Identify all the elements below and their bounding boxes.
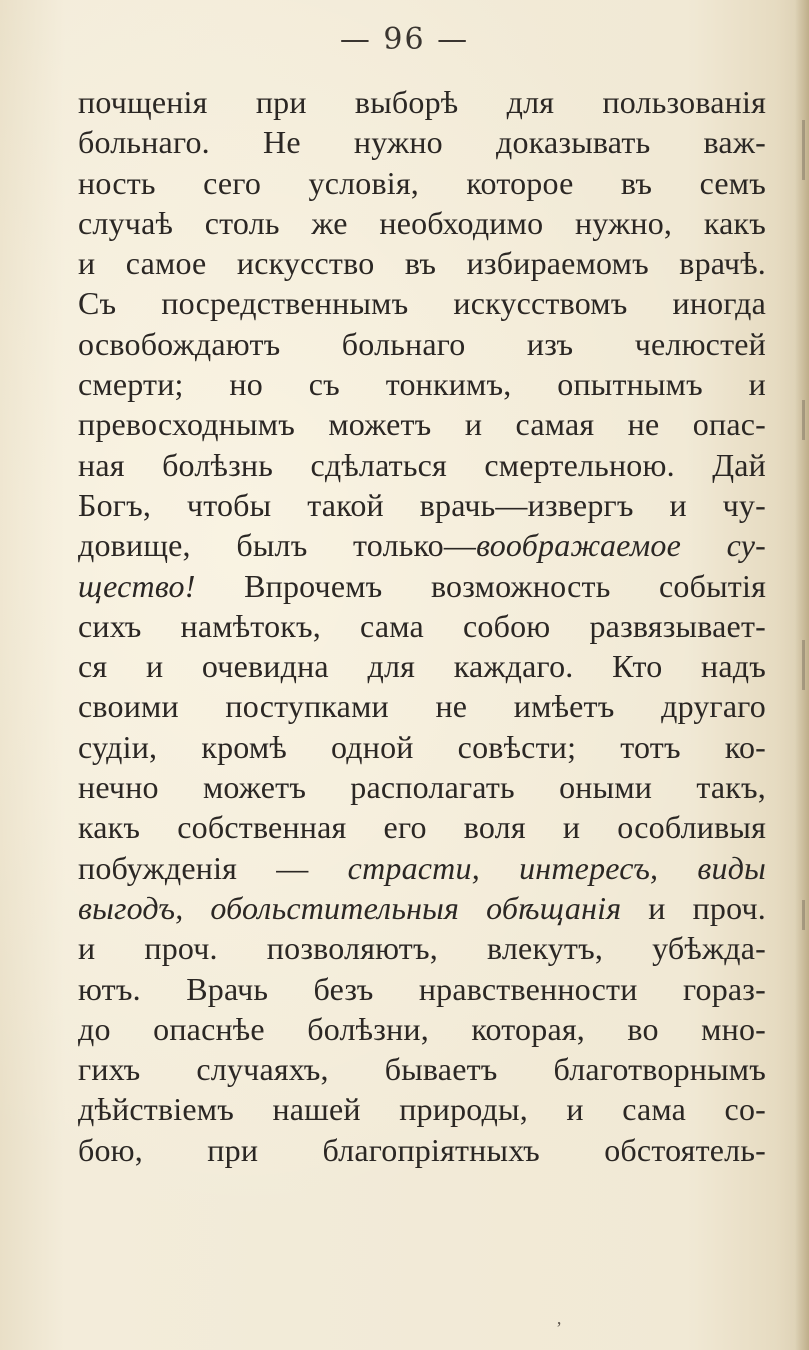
body-text [78,82,766,1170]
italic-text-segment: щество! [78,567,196,604]
text-segment: побужденія — [78,849,348,886]
text-segment: какъ собственная его воля и особливыя [78,809,766,846]
text-line [78,969,766,1009]
text-segment: сихъ намѣтокъ, сама собою развязывает- [78,607,766,644]
italic-text-segment: выгодъ, обольстительныя обѣщанія [78,889,622,926]
text-segment: освобождаютъ больнаго изъ челюстей [78,325,766,362]
text-line [78,364,766,404]
text-segment: превосходнымъ можетъ и самая не опас- [78,406,766,443]
text-segment: ся и очевидна для каждаго. Кто надъ [78,648,766,685]
text-line [78,606,766,646]
text-line [78,1049,766,1089]
italic-text-segment: воображаемое су- [476,527,766,564]
text-line [78,727,766,767]
text-line [78,888,766,928]
edge-mark [802,400,805,440]
text-line [78,1130,766,1170]
text-line [78,686,766,726]
text-segment: Съ посредственнымъ искусствомъ иногда [78,285,766,322]
text-segment: гихъ случаяхъ, бываетъ благотворнымъ [78,1051,766,1088]
text-line [78,525,766,565]
text-segment: смерти; но съ тонкимъ, опытнымъ и [78,366,766,403]
text-line [78,324,766,364]
text-segment: до опаснѣе болѣзни, которая, во мно- [78,1010,766,1047]
text-segment: своими поступками не имѣетъ другаго [78,688,766,725]
text-segment: почщенія при выборѣ для пользованія [78,84,766,120]
text-line [78,404,766,444]
text-segment: и проч. [621,889,766,926]
text-line [78,283,766,323]
text-line [78,203,766,243]
text-segment: и самое искусство въ избираемомъ врачѣ. [78,245,766,282]
text-segment: больнаго. Не нужно доказывать важ- [78,124,766,161]
italic-text-segment: страсти, интересъ, виды [347,849,766,886]
text-segment: ность сего условія, которое въ семъ [78,164,766,201]
text-line [78,445,766,485]
text-line [78,163,766,203]
text-line [78,122,766,162]
text-line [78,928,766,968]
text-line [78,485,766,525]
edge-mark [802,640,805,690]
text-line [78,1009,766,1049]
page-number: — 96 — [339,22,470,57]
text-segment: Впрочемъ возможность событія [195,567,766,604]
edge-mark [802,120,805,180]
text-segment: дѣйствіемъ нашей природы, и сама со- [78,1091,766,1128]
text-segment: Богъ, чтобы такой врачь—извергъ и чу- [78,486,766,523]
text-segment: случаѣ столь же необходимо нужно, какъ [78,204,766,241]
text-segment: нечно можетъ располагать оными такъ, [78,769,766,806]
print-mark: ʼ [556,1318,562,1338]
text-line [78,1089,766,1129]
text-segment: бою, при благопріятныхъ обстоятель- [78,1131,766,1168]
text-line [78,767,766,807]
text-segment: довище, былъ только— [78,527,477,564]
text-line [78,243,766,283]
text-line [78,646,766,686]
edge-mark [802,900,805,930]
text-segment: судіи, кромѣ одной совѣсти; тотъ ко- [78,728,766,765]
text-segment: ютъ. Врачь безъ нравственности горaз- [78,970,766,1007]
text-line [78,82,766,122]
text-line [78,566,766,606]
text-segment: ная болѣзнь сдѣлаться смертельною. Дай [78,446,766,483]
text-line [78,807,766,847]
text-line [78,848,766,888]
text-segment: и проч. позволяютъ, влекутъ, убѣжда- [78,930,766,967]
